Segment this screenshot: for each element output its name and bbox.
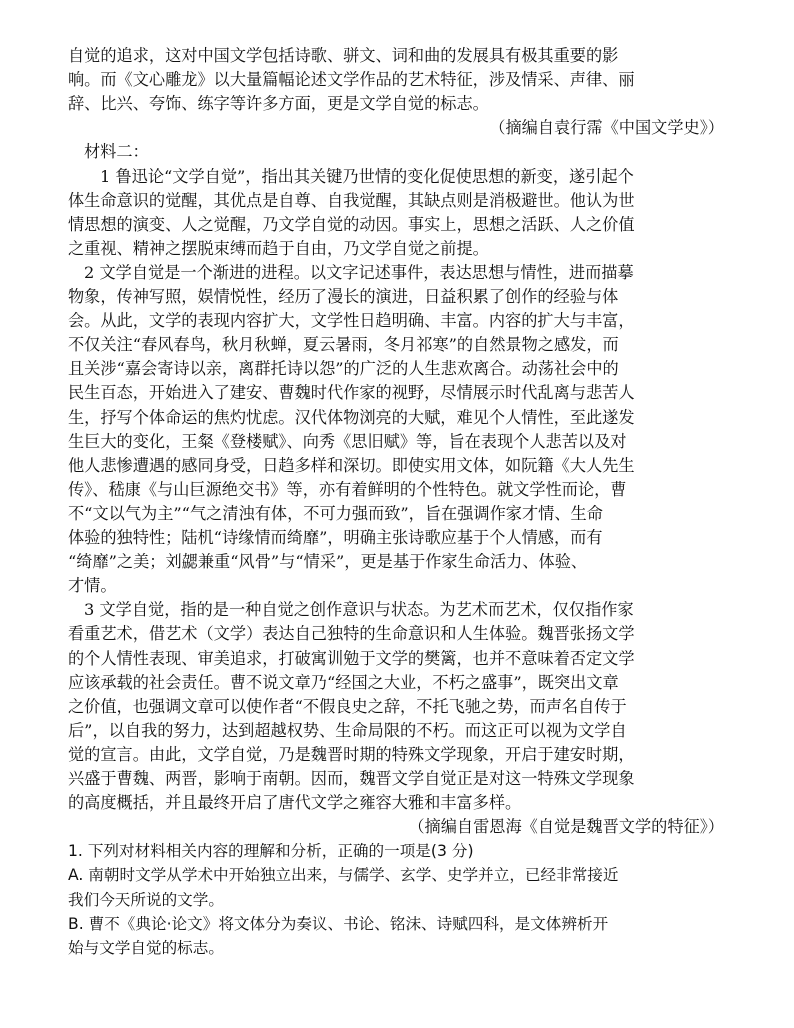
text-line-l05: 材料二： [84,142,149,162]
text-line-l09: 之重视、精神之摆脱束缚而趋于自由，乃文学自觉之前提。 [68,238,489,258]
text-line-l19: 传》、嵇康《与山巨源绝交书》等，亦有着鲜明的个性特色。就文学性而论，曹 [68,479,627,499]
text-line-l01: 自觉的追求，这对中国文学包括诗歌、骈文、词和曲的发展具有极其重要的影 [68,46,619,65]
text-line-l03: 辞、比兴、夸饰、练字等许多方面，更是文学自觉的标志。 [68,94,489,114]
text-line-l27: 应该承载的社会责任。曹不说文章乃“经国之大业，不朽之盛事”，既突出文章 [68,672,619,692]
text-line-l15: 民生百态，开始进入了建安、曹魏时代作家的视野，尽情展示时代乱离与悲苦人 [68,383,635,403]
text-line-l37: B. 曹不《典论·论文》将文体分为奏议、书论、铭沫、诗赋四科，是文体辨析开 [68,914,609,933]
text-line-l35: A. 南朝时文学从学术中开始独立出来，与儒学、玄学、史学并立，已经非常接近 [68,866,619,885]
text-line-l31: 兴盛于曹魏、两晋，影响于南朝。因而，魏晋文学自觉正是对这一特殊文学现象 [68,769,635,788]
text-line-l36: 我们今天所说的文学。 [68,890,224,909]
text-line-l26: 的个人情性表现、审美追求，打破寓训勉于文学的樊篱，也并不意味着否定文学 [68,648,635,668]
text-line-l13: 不仅关注“春风春鸟，秋月秋蝉，夏云暑雨，冬月祁寒”的自然景物之感发，而 [68,335,619,355]
text-line-l16: 生，抒写个体命运的焦灼忧虑。汉代体物浏亮的大赋，难见个人情性，至此遂发 [68,407,635,427]
text-line-l07: 体生命意识的觉醒，其优点是自尊、自我觉醒，其缺点则是消极避世。他认为世 [68,190,635,210]
text-line-l10: 2 文学自觉是一个渐进的进程。以文字记述事件，表达思想与情性，进而描摹 [84,262,634,282]
text-line-l06: 1 鲁迅论“文学自觉”，指出其关键乃世情的变化促使思想的新变，遂引起个 [100,166,634,186]
text-line-l32: 的高度概括，并且最终开启了唐代文学之雍容大雅和丰富多样。 [68,793,522,813]
text-line-l02: 响。而《文心雕龙》以大量篇幅论述文学作品的艺术特征，涉及情采、声律、丽 [68,70,635,90]
text-line-l29: 后”，以自我的努力，达到超越权势、生命局限的不朽。而这正可以视为文学自 [68,720,627,740]
text-line-l33: （摘编自雷恩海《自觉是魏晋文学的特征》） [408,817,724,837]
text-line-l08: 情思想的演变、人之觉醒，乃文学自觉的动因。事实上，思想之活跃、人之价值 [68,214,635,234]
text-line-l25: 看重艺术，借艺术（文学）表达自己独特的生命意识和人生体验。魏晋张扬文学 [68,624,635,644]
text-line-l24: 3 文学自觉，指的是一种自觉之创作意识与状态。为艺术而艺术，仅仅指作家 [84,600,634,620]
text-line-l22: “绮靡”之美；刘勰兼重“风骨”与“情采”，更是基于作家生命活力、体验、 [68,552,588,572]
text-line-l23: 才情。 [68,576,117,596]
text-line-l34: 1. 下列对材料相关内容的理解和分析，正确的一项是(3 分) [68,842,474,861]
text-line-l38: 始与文学自觉的标志。 [68,938,224,957]
text-line-l20: 不“文以气为主”“气之清浊有体，不可力强而致”，旨在强调作家才情、生命 [68,503,603,523]
text-line-l18: 他人悲惨遭遇的感同身受，日趋多样和深切。即使实用文体，如阮籍《大人先生 [68,455,635,475]
text-line-l17: 生巨大的变化，王粲《登楼赋》、向秀《思旧赋》等，旨在表现个人悲苦以及对 [68,431,627,451]
text-line-l12: 会。从此，文学的表现内容扩大，文学性日趋明确、丰富。内容的扩大与丰富， [68,311,635,331]
text-line-l14: 且关涉“嘉会寄诗以亲，离群托诗以怨”的广泛的人生悲欢离合。动荡社会中的 [68,359,619,379]
text-line-l21: 体验的独特性；陆机“诗缘情而绮靡”，明确主张诗歌应基于个人情感，而有 [68,528,603,547]
text-line-l11: 物象，传神写照，娱情悦性，经历了漫长的演进，日益积累了创作的经验与体 [68,287,619,306]
text-line-l30: 觉的宣言。由此，文学自觉，乃是魏晋时期的特殊文学现象，开启于建安时期， [68,744,635,764]
text-line-l28: 之价值，也强调文章可以使作者“不假良史之辞，不托飞驰之势，而声名自传于 [68,696,627,716]
text-line-l04: （摘编自袁行霈《中国文学史》） [489,118,724,138]
